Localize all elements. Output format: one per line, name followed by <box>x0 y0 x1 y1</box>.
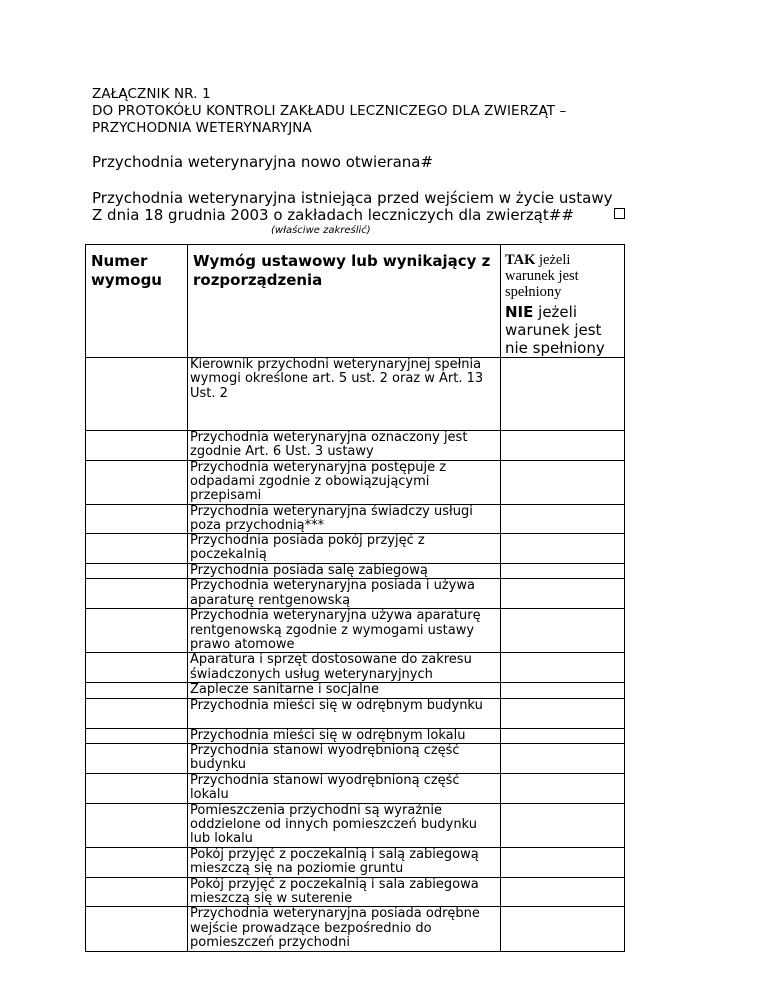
option-new-clinic: Przychodnia weterynaryjna nowo otwierana# <box>92 153 434 171</box>
header-requirement-text: Wymóg ustawowy lub wynikający z rozporządzenia <box>188 245 501 358</box>
requirement-number-cell[interactable] <box>86 847 188 877</box>
requirement-text: Przychodnia posiada salę zabiegową <box>190 563 428 579</box>
requirement-text-cell <box>188 579 501 609</box>
checkbox[interactable] <box>614 208 625 219</box>
fulfilment-cell[interactable] <box>501 803 625 847</box>
requirement-text-cell <box>188 564 501 579</box>
fulfilment-cell[interactable] <box>501 431 625 461</box>
nie-label: NIE jeżeli warunek jest nie spełniony <box>505 303 605 357</box>
table-row <box>86 504 625 534</box>
requirement-text-cell <box>188 744 501 774</box>
fulfilment-cell[interactable] <box>501 460 625 504</box>
requirement-text: Przychodnia posiada pokój przyjęć z poczekalnią <box>190 533 425 563</box>
requirement-text: Przychodnia weterynaryjna oznaczony jest zgodnie Art. 6 Ust. 3 ustawy <box>190 430 468 460</box>
requirement-number-cell[interactable] <box>86 744 188 774</box>
requirement-text: Przychodnia weterynaryjna używa aparaturę rentgenowską zgodnie z wymogami ustawy prawo atomowe <box>190 608 481 653</box>
fulfilment-cell[interactable] <box>501 907 625 952</box>
table-row <box>86 609 625 653</box>
requirement-number-cell[interactable] <box>86 504 188 534</box>
requirement-text: Przychodnia weterynaryjna postępuje z odpadami zgodnie z obowiązującymi przepisami <box>190 459 447 504</box>
fulfilment-cell[interactable] <box>501 847 625 877</box>
table-row <box>86 907 625 952</box>
fulfilment-cell[interactable] <box>501 579 625 609</box>
header-fulfilment <box>501 245 625 358</box>
requirement-text-cell <box>188 609 501 653</box>
table-row <box>86 728 625 743</box>
table-row <box>86 358 625 431</box>
fulfilment-cell[interactable] <box>501 504 625 534</box>
requirement-number-cell[interactable] <box>86 431 188 461</box>
table-row <box>86 564 625 579</box>
requirement-text-cell <box>188 698 501 728</box>
fulfilment-cell[interactable] <box>501 564 625 579</box>
requirement-text: Kierownik przychodni weterynaryjnej spełnia wymogi określone art. 5 ust. 2 oraz w Art. 13 Ust. 2 <box>190 357 484 401</box>
requirement-text-cell <box>188 534 501 564</box>
requirement-text: Pomieszczenia przychodni są wyraźnie oddzielone od innych pomieszczeń budynku lub lokalu <box>190 802 477 847</box>
requirement-number-cell[interactable] <box>86 358 188 431</box>
fulfilment-cell[interactable] <box>501 774 625 804</box>
header-requirement-number: Numer wymogu <box>86 245 188 358</box>
requirement-number-cell[interactable] <box>86 907 188 952</box>
table-row <box>86 683 625 698</box>
requirement-text: Przychodnia stanowi wyodrębnioną część budynku <box>190 743 460 773</box>
table-row <box>86 877 625 907</box>
requirement-text: Pokój przyjęć z poczekalnią i sala zabiegowa mieszczą się w suterenie <box>190 876 479 906</box>
requirement-text-cell <box>188 460 501 504</box>
fulfilment-cell[interactable] <box>501 653 625 683</box>
requirement-text-cell <box>188 877 501 907</box>
requirement-number-cell[interactable] <box>86 564 188 579</box>
fulfilment-cell[interactable] <box>501 683 625 698</box>
requirement-text-cell <box>188 683 501 698</box>
annex-title: ZAŁĄCZNIK NR. 1 <box>92 86 211 102</box>
requirement-number-cell[interactable] <box>86 653 188 683</box>
table-row <box>86 774 625 804</box>
table-row <box>86 653 625 683</box>
requirement-text: Aparatura i sprzęt dostosowane do zakresu świadczonych usług weterynaryjnych <box>190 652 472 682</box>
requirement-text: Przychodnia weterynaryjna świadczy usługi poza przychodnią*** <box>190 503 473 533</box>
requirement-text-cell <box>188 803 501 847</box>
requirement-text-cell <box>188 504 501 534</box>
fulfilment-cell[interactable] <box>501 609 625 653</box>
table-row <box>86 803 625 847</box>
requirement-number-cell[interactable] <box>86 803 188 847</box>
fulfilment-cell[interactable] <box>501 877 625 907</box>
requirement-text-cell <box>188 728 501 743</box>
tak-label: TAK jeżeli warunek jest spełniony <box>505 252 579 300</box>
requirement-text: Przychodnia weterynaryjna posiada i używa aparaturę rentgenowską <box>190 578 475 608</box>
fulfilment-cell[interactable] <box>501 698 625 728</box>
fulfilment-cell[interactable] <box>501 744 625 774</box>
annex-subtitle-line2: PRZYCHODNIA WETERYNARYJNA <box>92 120 312 136</box>
requirement-number-cell[interactable] <box>86 774 188 804</box>
requirement-number-cell[interactable] <box>86 579 188 609</box>
requirements-table <box>85 244 625 952</box>
table-row <box>86 431 625 461</box>
requirement-number-cell[interactable] <box>86 728 188 743</box>
option-existing-line2: Z dnia 18 grudnia 2003 o zakładach leczniczych dla zwierząt## <box>92 206 574 224</box>
requirement-text: Zaplecze sanitarne i socjalne <box>190 682 380 698</box>
requirement-number-cell[interactable] <box>86 534 188 564</box>
requirement-text: Przychodnia mieści się w odrębnym budynku <box>190 697 483 713</box>
table-header-row <box>86 245 625 358</box>
table-row <box>86 460 625 504</box>
requirement-number-cell[interactable] <box>86 609 188 653</box>
fulfilment-cell[interactable] <box>501 358 625 431</box>
annex-subtitle-line1: DO PROTOKÓŁU KONTROLI ZAKŁADU LECZNICZEGO DLA ZWIERZĄT – <box>92 103 567 119</box>
table-row <box>86 847 625 877</box>
table-row <box>86 698 625 728</box>
requirement-text: Przychodnia mieści się w odrębnym lokalu <box>190 727 466 743</box>
table-row <box>86 579 625 609</box>
requirement-text: Pokój przyjęć z poczekalnią i salą zabiegową mieszczą się na poziomie gruntu <box>190 846 479 876</box>
requirement-text-cell <box>188 358 501 431</box>
requirement-text: Przychodnia stanowi wyodrębnioną część lokalu <box>190 773 460 803</box>
requirement-text-cell <box>188 653 501 683</box>
requirement-number-cell[interactable] <box>86 877 188 907</box>
option-existing-line1: Przychodnia weterynaryjna istniejąca przed wejściem w życie ustawy <box>92 189 613 207</box>
requirement-number-cell[interactable] <box>86 460 188 504</box>
table-row <box>86 534 625 564</box>
requirement-text-cell <box>188 847 501 877</box>
requirement-text-cell <box>188 774 501 804</box>
requirement-text-cell <box>188 907 501 952</box>
requirement-text: Przychodnia weterynaryjna posiada odrębne wejście prowadzące bezpośrednio do pomieszczeń przychodni <box>190 906 480 950</box>
checkbox-note: (właściwe zakreślić) <box>271 225 371 236</box>
requirement-number-cell[interactable] <box>86 698 188 728</box>
table-row <box>86 744 625 774</box>
fulfilment-cell[interactable] <box>501 728 625 743</box>
requirement-number-cell[interactable] <box>86 683 188 698</box>
requirement-text-cell <box>188 431 501 461</box>
fulfilment-cell[interactable] <box>501 534 625 564</box>
